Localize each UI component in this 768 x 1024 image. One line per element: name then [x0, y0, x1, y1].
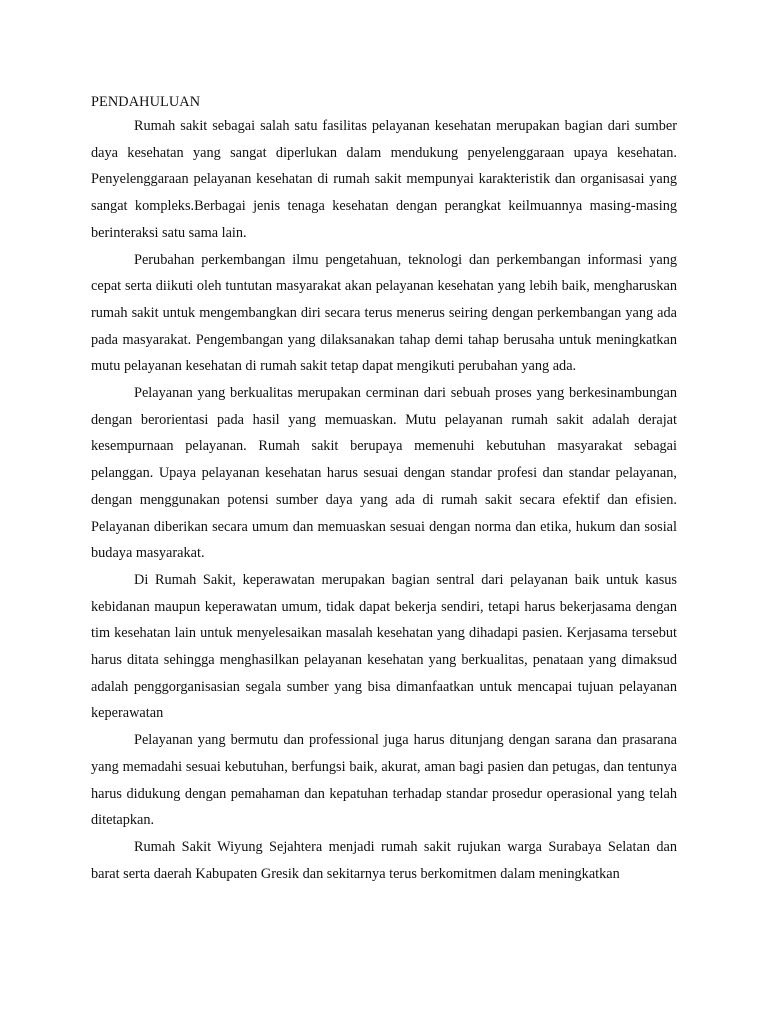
paragraph-3: Pelayanan yang berkualitas merupakan cerminan dari sebuah proses yang berkesinambungan dengan berorientasi pada hasil yang memuaskan. Mutu pelayanan rumah sakit adalah derajat kesempurnaan pelayanan. Rumah sakit berupaya memenuhi kebutuhan masyarakat sebagai pelanggan. Upaya pelayanan kesehatan harus sesuai dengan standar profesi dan standar pelayanan, dengan menggunakan potensi sumber daya yang ada di rumah sakit secara efektif dan efisien. Pelayanan diberikan secara umum dan memuaskan sesuai dengan norma dan etika, hukum dan sosial budaya masyarakat. [91, 385, 677, 562]
document-page [91, 92, 677, 887]
paragraph-4: Di Rumah Sakit, keperawatan merupakan bagian sentral dari pelayanan baik untuk kasus kebidanan maupun keperawatan umum, tidak dapat bekerja sendiri, tetapi harus bekerjasama dengan tim kesehatan lain untuk menyelesaikan masalah kesehatan yang dihadapi pasien. Kerjasama tersebut harus ditata sehingga menghasilkan pelayanan kesehatan yang berkualitas, penataan yang dimaksud adalah penggorganisasian segala sumber yang bisa dimanfaatkan untuk mencapai tujuan pelayanan keperawatan [91, 571, 677, 722]
paragraph-2: Perubahan perkembangan ilmu pengetahuan, teknologi dan perkembangan informasi yang cepat serta diikuti oleh tuntutan masyarakat akan pelayanan kesehatan yang lebih baik, mengharuskan rumah sakit untuk mengembangkan diri secara terus menerus seiring dengan perkembangan yang ada pada masyarakat. Pengembangan yang dilaksanakan tahap demi tahap berusaha untuk meningkatkan mutu pelayanan kesehatan di rumah sakit tetap dapat mengikuti perubahan yang ada. [91, 251, 677, 375]
paragraph-6: Rumah Sakit Wiyung Sejahtera menjadi rumah sakit rujukan warga Surabaya Selatan dan barat serta daerah Kabupaten Gresik dan sekitarnya terus berkomitmen dalam meningkatkan [91, 838, 677, 882]
paragraph-1: Rumah sakit sebagai salah satu fasilitas pelayanan kesehatan merupakan bagian dari sumber daya kesehatan yang sangat diperlukan dalam mendukung penyelenggaraan upaya kesehatan. Penyelenggaraan pelayanan kesehatan di rumah sakit mempunyai karakteristik dan organisasai yang sangat kompleks.Berbagai jenis tenaga kesehatan dengan perangkat keilmuannya masing-masing berinteraksi satu sama lain. [91, 118, 677, 241]
paragraph-5: Pelayanan yang bermutu dan professional juga harus ditunjang dengan sarana dan prasarana yang memadahi sesuai kebutuhan, berfungsi baik, akurat, aman bagi pasien dan petugas, dan tentunya harus didukung dengan pemahaman dan kepatuhan terhadap standar prosedur operasional yang telah ditetapkan. [91, 732, 677, 829]
section-heading: PENDAHULUAN [91, 94, 201, 110]
